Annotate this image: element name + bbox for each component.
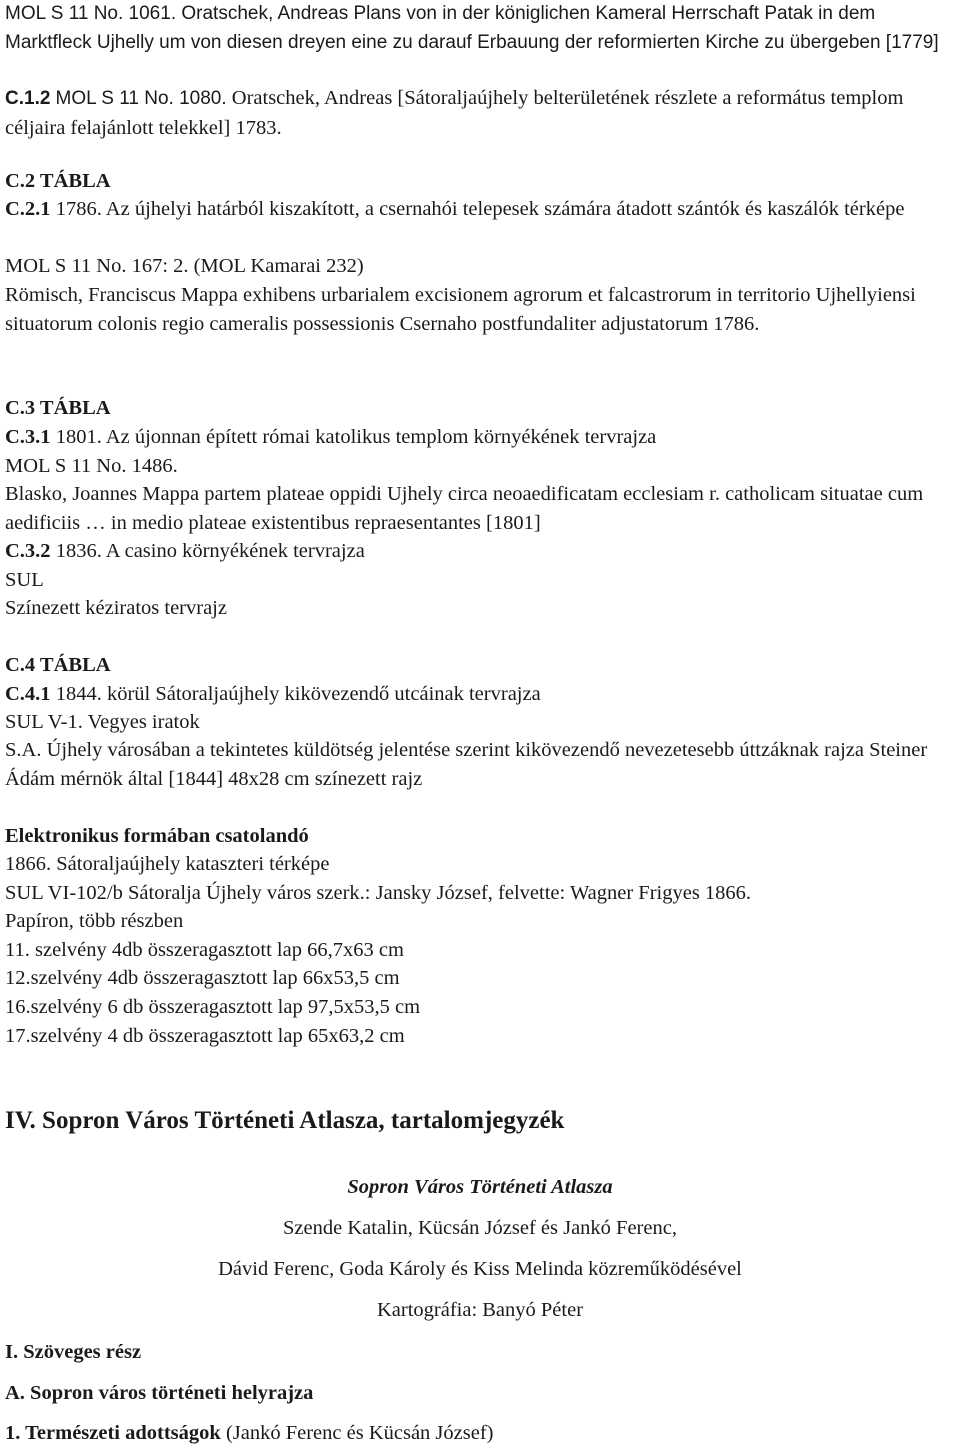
entry-code: C.2.1 bbox=[5, 198, 51, 220]
toc-item-authors: (Jankó Ferenc és Kücsán József) bbox=[225, 1422, 494, 1444]
entry-code: C.3.1 bbox=[5, 426, 51, 448]
entry-code: C.4.1 bbox=[5, 683, 51, 705]
part-a-heading: A. Sopron város történeti helyrajza bbox=[5, 1382, 314, 1404]
entry-c-3-1-latin-title: Blasko, Joannes Mappa partem plateae oppidi Ujhely circa neoaedificatam ecclesiam r. catholicam situatae cum aedificiis … in medio plateae existentibus repraesentantes [1801] bbox=[5, 483, 924, 534]
mol-1061-text: MOL S 11 No. 1061. Oratschek, Andreas Plans von in der königlichen Kameral Herrschaft Patak in dem Marktfleck Ujhelly um von diesen dreyen eine zu darauf Erbauung der reformierten Kirche zu übergeben [1779] bbox=[5, 3, 939, 53]
electronic-line: 11. szelvény 4db összeragasztott lap 66,7x63 cm bbox=[5, 938, 404, 961]
electronic-line: 16.szelvény 6 db összeragasztott lap 97,5x53,5 cm bbox=[5, 995, 421, 1018]
electronic-line: SUL VI-102/b Sátoralja Újhely város szerk.: Jansky József, felvette: Wagner Frigyes 1866. bbox=[5, 881, 752, 904]
entry-c-3-1 bbox=[5, 423, 954, 452]
toc-item-1 bbox=[5, 1419, 954, 1448]
toc-item-title: 1. Természeti adottságok bbox=[5, 1422, 221, 1444]
entry-c-2-1 bbox=[5, 195, 954, 224]
entry-reference: MOL S 11 No. 1080. bbox=[55, 88, 227, 109]
entry-description: Oratschek, Andreas [Sátoraljaújhely belterületének részlete a református templom céljaira felajánlott telekkel] 1783. bbox=[5, 87, 904, 139]
part-i-heading: I. Szöveges rész bbox=[5, 1341, 142, 1363]
entry-description: 1844. körül Sátoraljaújhely kikövezendő utcáinak tervrajza bbox=[55, 683, 541, 705]
section-iv-title: IV. Sopron Város Történeti Atlasza, tartalomjegyzék bbox=[5, 1107, 565, 1134]
atlas-title: Sopron Város Történeti Atlasza bbox=[347, 1176, 613, 1198]
electronic-line: Papíron, több részben bbox=[5, 910, 184, 933]
atlas-authors: Szende Katalin, Kücsán József és Jankó Ferenc, bbox=[283, 1217, 677, 1239]
heading-c-4-tabla: C.4 TÁBLA bbox=[5, 654, 111, 676]
entry-c-3-2-type: Színezett kéziratos tervrajz bbox=[5, 597, 227, 619]
paragraph-mol-1061 bbox=[5, 0, 954, 57]
electronic-line: 17.szelvény 4 db összeragasztott lap 65x63,2 cm bbox=[5, 1024, 405, 1047]
heading-electronic: Elektronikus formában csatolandó bbox=[5, 825, 309, 847]
entry-code: C.1.2 bbox=[5, 88, 51, 109]
heading-c-3-tabla: C.3 TÁBLA bbox=[5, 397, 111, 419]
entry-c-3-2 bbox=[5, 537, 954, 566]
entry-c-4-1 bbox=[5, 680, 954, 709]
entry-c-4-1-archive: SUL V-1. Vegyes iratok bbox=[5, 711, 200, 733]
heading-c-2-tabla: C.2 TÁBLA bbox=[5, 170, 111, 192]
entry-c-2-1-reference: MOL S 11 No. 167: 2. (MOL Kamarai 232) bbox=[5, 255, 364, 277]
entry-c-1-2 bbox=[5, 84, 954, 142]
entry-c-3-2-archive: SUL bbox=[5, 569, 44, 591]
electronic-list bbox=[5, 850, 954, 1050]
entry-description: 1836. A casino környékének tervrajza bbox=[55, 540, 365, 562]
entry-c-4-1-description: S.A. Újhely városában a tekintetes küldötség jelentése szerint kikövezendő nevezetesebb úttzáknak rajza Steiner Ádám mérnök által [1844] 48x28 cm színezett rajz bbox=[5, 739, 928, 790]
atlas-contributors: Dávid Ferenc, Goda Károly és Kiss Melinda közreműködésével bbox=[218, 1258, 742, 1280]
entry-description: 1801. Az újonnan épített római katolikus templom környékének tervrajza bbox=[55, 426, 657, 448]
entry-description: 1786. Az újhelyi határból kiszakított, a csernahói telepesek számára átadott szántók és kaszálók térképe bbox=[55, 198, 905, 220]
atlas-cartography: Kartográfia: Banyó Péter bbox=[376, 1299, 584, 1321]
electronic-line: 12.szelvény 4db összeragasztott lap 66x53,5 cm bbox=[5, 967, 400, 990]
electronic-line: 1866. Sátoraljaújhely kataszteri térképe bbox=[5, 853, 330, 875]
entry-c-3-1-reference: MOL S 11 No. 1486. bbox=[5, 455, 178, 477]
entry-c-2-1-latin-title: Römisch, Franciscus Mappa exhibens urbarialem excisionem agrorum et falcastrorum in territorio Ujhellyiensi situatorum colonis regio cameralis possessionis Csernaho postfundaliter adjustatorum 1786. bbox=[5, 284, 916, 335]
entry-code: C.3.2 bbox=[5, 540, 51, 562]
